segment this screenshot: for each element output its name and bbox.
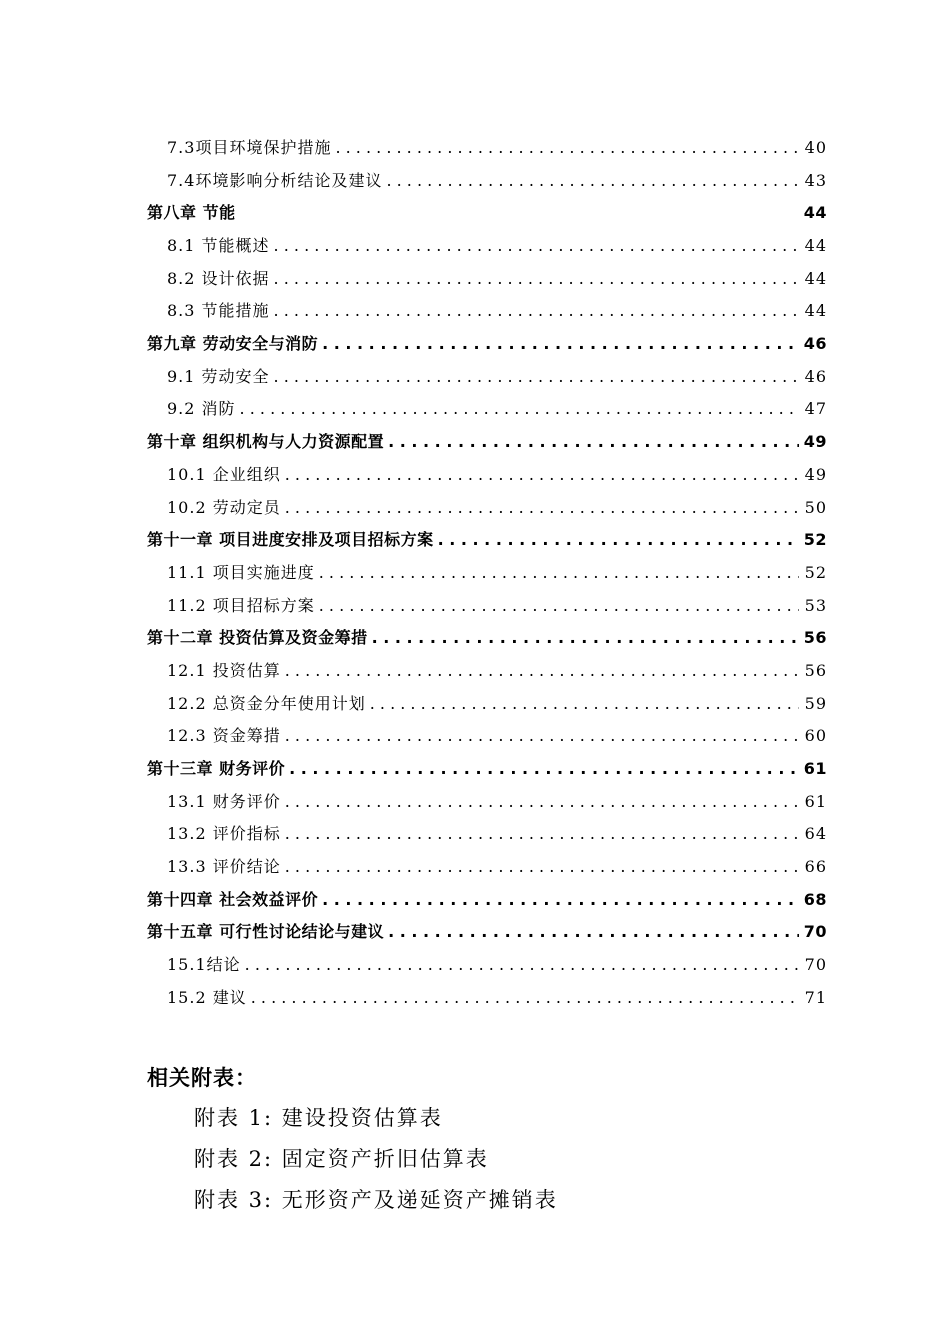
toc-page-number: 61 — [803, 759, 827, 779]
toc-page-number: 50 — [804, 497, 827, 517]
appendix-item: 附表 3: 无形资产及递延资产摊销表 — [194, 1188, 558, 1212]
toc-dot-leader — [285, 786, 799, 819]
toc-dot-leader — [322, 884, 799, 917]
toc-dot-leader — [335, 132, 799, 165]
toc-dot-leader — [251, 982, 799, 1015]
toc-section-row[interactable] — [147, 361, 827, 394]
toc-page-number: 61 — [804, 791, 827, 811]
toc-page-number: 46 — [804, 366, 827, 386]
toc-dot-leader — [319, 557, 799, 590]
toc-page-number: 47 — [804, 399, 827, 419]
toc-entry-label: 7.3项目环境保护措施 — [167, 137, 332, 157]
toc-dot-leader — [372, 622, 799, 655]
toc-section-row[interactable] — [147, 165, 827, 198]
toc-chapter-row[interactable] — [147, 622, 827, 655]
toc-page-number: 66 — [804, 857, 827, 877]
toc-page-number: 56 — [803, 628, 827, 648]
toc-dot-leader — [438, 524, 799, 557]
toc-page-number: 49 — [804, 464, 827, 484]
toc-page-number: 60 — [804, 726, 827, 746]
toc-dot-leader — [285, 851, 799, 884]
toc-section-row[interactable] — [147, 982, 827, 1015]
toc-page-number: 59 — [804, 693, 827, 713]
toc-entry-label: 第九章 劳动安全与消防 — [147, 334, 319, 354]
toc-section-row[interactable] — [147, 688, 827, 721]
appendix-item: 附表 2: 固定资产折旧估算表 — [194, 1147, 489, 1171]
toc-section-row[interactable] — [147, 492, 827, 525]
toc-chapter-row[interactable] — [147, 328, 827, 361]
toc-page-number: 44 — [804, 236, 827, 256]
toc-section-row[interactable] — [147, 655, 827, 688]
toc-chapter-row[interactable] — [147, 917, 827, 950]
toc-section-row[interactable] — [147, 459, 827, 492]
toc-page-number: 71 — [804, 987, 827, 1007]
toc-entry-label: 12.1 投资估算 — [167, 660, 281, 680]
toc-page-number: 49 — [803, 432, 827, 452]
toc-section-row[interactable] — [147, 557, 827, 590]
appendix-title: 相关附表： — [147, 1066, 257, 1090]
toc-entry-label: 9.2 消防 — [167, 399, 236, 419]
toc-page-number: 70 — [804, 955, 827, 975]
toc-page-number: 44 — [803, 203, 827, 223]
toc-page-number: 70 — [803, 922, 827, 942]
toc-section-row[interactable] — [147, 786, 827, 819]
toc-entry-label: 8.2 设计依据 — [167, 268, 270, 288]
toc-dot-leader — [245, 949, 799, 982]
toc-section-row[interactable] — [147, 394, 827, 427]
toc-entry-label: 第十五章 可行性讨论结论与建议 — [147, 922, 385, 942]
toc-page-number: 53 — [804, 595, 827, 615]
toc-section-row[interactable] — [147, 295, 827, 328]
toc-dot-leader — [285, 720, 799, 753]
toc-chapter-row[interactable] — [147, 197, 827, 230]
toc-entry-label: 第十四章 社会效益评价 — [147, 889, 319, 909]
toc-entry-label: 15.1结论 — [167, 955, 241, 975]
toc-entry-label: 15.2 建议 — [167, 987, 247, 1007]
toc-section-row[interactable] — [147, 230, 827, 263]
toc-entry-label: 10.2 劳动定员 — [167, 497, 281, 517]
toc-dot-leader — [370, 688, 799, 721]
toc-dot-leader — [322, 328, 799, 361]
toc-page-number: 68 — [803, 889, 827, 909]
toc-section-row[interactable] — [147, 590, 827, 623]
toc-dot-leader — [388, 916, 799, 949]
toc-entry-label: 8.1 节能概述 — [167, 236, 270, 256]
toc-page-number: 56 — [804, 660, 827, 680]
toc-chapter-row[interactable] — [147, 753, 827, 786]
toc-dot-leader — [285, 818, 799, 851]
toc-entry-label: 第十三章 财务评价 — [147, 759, 286, 779]
toc-section-row[interactable] — [147, 949, 827, 982]
toc-page-number: 43 — [804, 170, 827, 190]
toc-entry-label: 7.4环境影响分析结论及建议 — [167, 170, 383, 190]
toc-page-number: 64 — [804, 824, 827, 844]
toc-entry-label: 13.3 评价结论 — [167, 857, 281, 877]
toc-entry-label: 8.3 节能措施 — [167, 301, 270, 321]
appendix-item: 附表 1: 建设投资估算表 — [194, 1106, 443, 1130]
toc-section-row[interactable] — [147, 132, 827, 165]
toc-page-number: 52 — [803, 530, 827, 550]
toc-dot-leader — [274, 263, 799, 296]
toc-section-row[interactable] — [147, 851, 827, 884]
toc-entry-label: 第十章 组织机构与人力资源配置 — [147, 432, 385, 452]
toc-chapter-row[interactable] — [147, 524, 827, 557]
toc-entry-label: 12.2 总资金分年使用计划 — [167, 693, 366, 713]
toc-chapter-row[interactable] — [147, 426, 827, 459]
toc-dot-leader — [388, 426, 799, 459]
toc-dot-leader — [285, 459, 799, 492]
toc-page-number: 44 — [804, 268, 827, 288]
toc-page-number: 40 — [804, 137, 827, 157]
toc-dot-leader — [240, 393, 799, 426]
toc-section-row[interactable] — [147, 720, 827, 753]
toc-entry-label: 11.2 项目招标方案 — [167, 595, 315, 615]
toc-dot-leader — [274, 295, 799, 328]
toc-entry-label: 13.2 评价指标 — [167, 824, 281, 844]
toc-dot-leader — [274, 230, 799, 263]
toc-dot-leader — [285, 655, 799, 688]
toc-chapter-row[interactable] — [147, 884, 827, 917]
toc-entry-label: 12.3 资金筹措 — [167, 726, 281, 746]
toc-entry-label: 10.1 企业组织 — [167, 464, 281, 484]
toc-section-row[interactable] — [147, 818, 827, 851]
appendix-list — [194, 1098, 558, 1221]
toc-dot-leader — [289, 753, 799, 786]
toc-entry-label: 13.1 财务评价 — [167, 791, 281, 811]
toc-dot-leader — [285, 492, 799, 525]
toc-dot-leader — [274, 361, 799, 394]
toc-entry-label: 第八章 节能 — [147, 203, 236, 223]
toc-page-number: 52 — [804, 562, 827, 582]
toc-dot-leader — [319, 590, 799, 623]
toc-page-number: 44 — [804, 301, 827, 321]
toc-section-row[interactable] — [147, 263, 827, 296]
toc-entry-label: 第十二章 投资估算及资金筹措 — [147, 628, 368, 648]
toc-dot-leader — [386, 165, 799, 198]
toc-entry-label: 11.1 项目实施进度 — [167, 562, 315, 582]
toc-entry-label: 9.1 劳动安全 — [167, 366, 270, 386]
toc-page-number: 46 — [803, 334, 827, 354]
table-of-contents — [147, 132, 827, 1015]
toc-entry-label: 第十一章 项目进度安排及项目招标方案 — [147, 530, 434, 550]
